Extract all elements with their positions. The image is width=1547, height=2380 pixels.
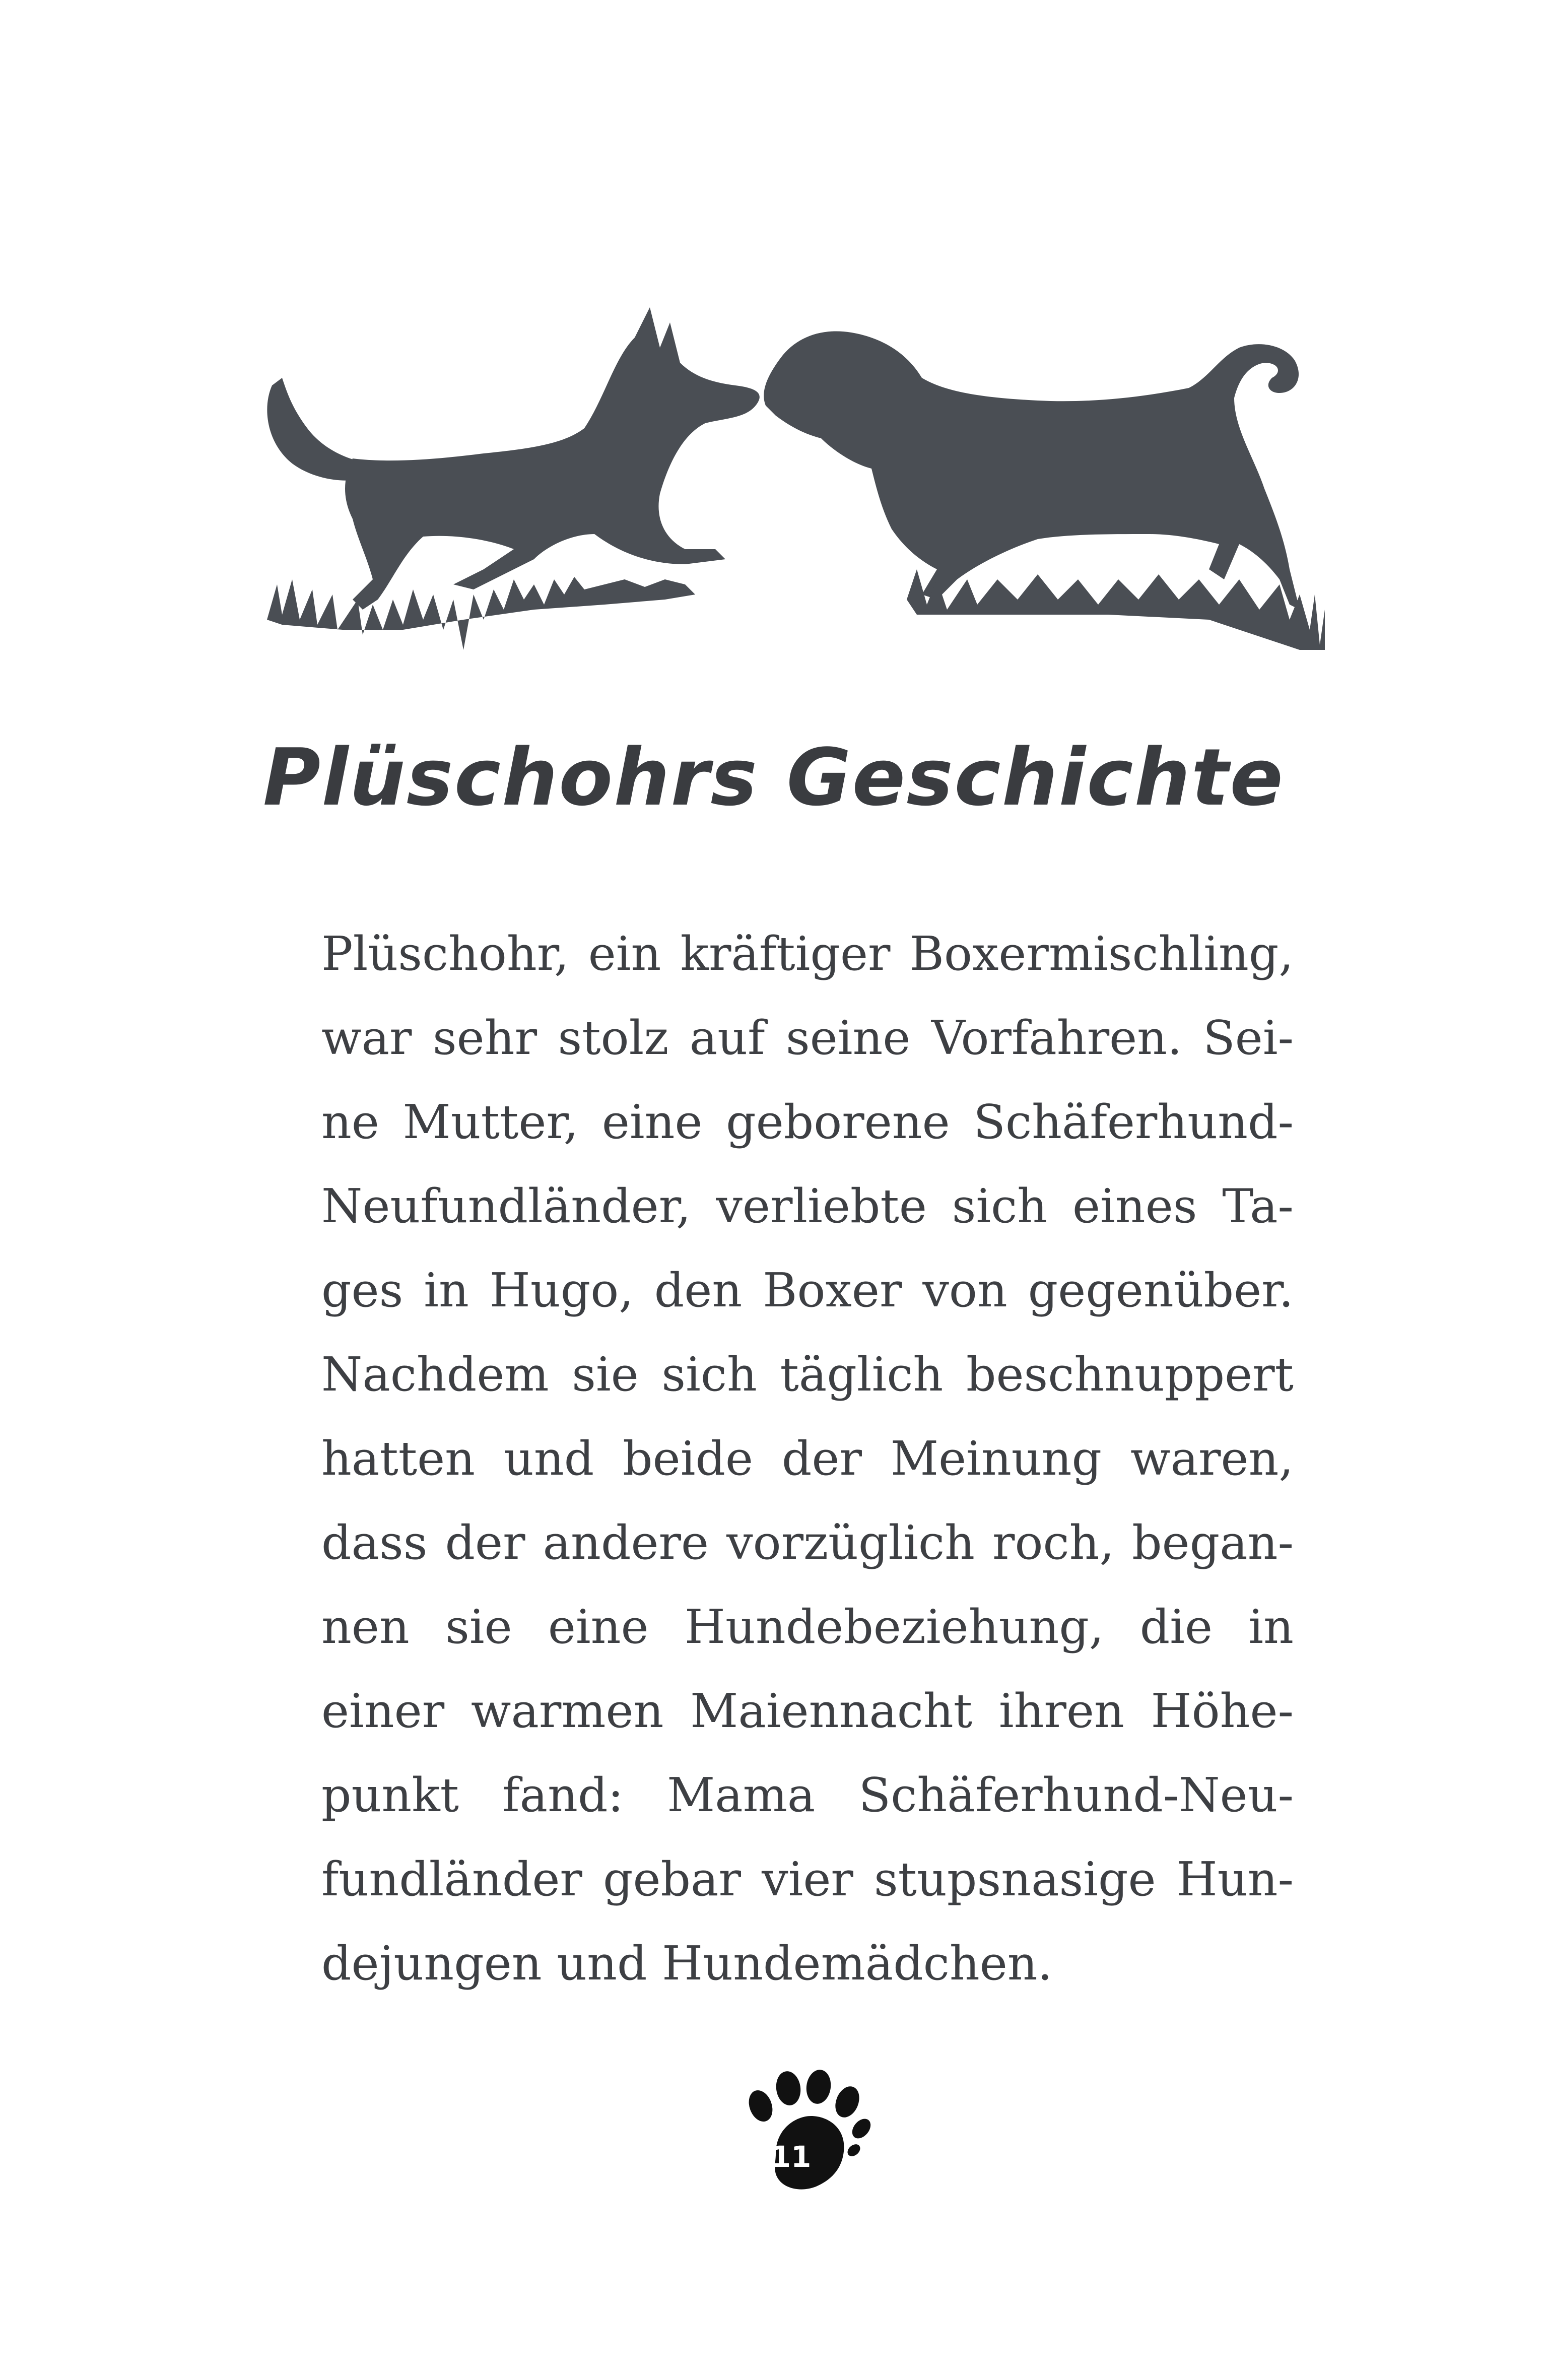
body-line: Nachdem sie sich täglich beschnuppert bbox=[321, 1347, 1294, 1402]
chapter-title: Plüschohrs Geschichte bbox=[262, 732, 1285, 823]
paw-print-icon bbox=[741, 2066, 877, 2202]
body-line: punkt fand: Mama Schäferhund-Neu- bbox=[321, 1768, 1294, 1822]
dogs-silhouette-illustration bbox=[252, 297, 1330, 670]
body-line: fundländer gebar vier stupsnasige Hun- bbox=[321, 1852, 1294, 1906]
body-line: ne Mutter, eine geborene Schäferhund- bbox=[321, 1095, 1294, 1149]
body-line: hatten und beide der Meinung waren, bbox=[321, 1431, 1294, 1486]
left-dog-body bbox=[345, 307, 760, 610]
body-line: Plüschohr, ein kräftiger Boxermischling, bbox=[321, 927, 1294, 981]
body-line: ges in Hugo, den Boxer von gegenüber. bbox=[321, 1263, 1294, 1317]
body-line: nen sie eine Hundebeziehung, die in bbox=[321, 1600, 1294, 1654]
page-number: 11 bbox=[770, 2140, 812, 2174]
body-paragraph bbox=[321, 912, 1294, 2006]
left-dog-grass bbox=[267, 577, 695, 650]
body-line: einer warmen Maiennacht ihren Höhe- bbox=[321, 1684, 1294, 1738]
body-line: dejungen und Hundemädchen. bbox=[321, 1936, 1053, 1991]
right-dog-body bbox=[764, 331, 1300, 610]
right-dog-grass bbox=[907, 569, 1325, 650]
body-line: dass der andere vorzüglich roch, began- bbox=[321, 1515, 1294, 1570]
body-line: Neufundländer, verliebte sich eines Ta- bbox=[321, 1179, 1294, 1233]
body-line: war sehr stolz auf seine Vorfahren. Sei- bbox=[321, 1011, 1294, 1065]
